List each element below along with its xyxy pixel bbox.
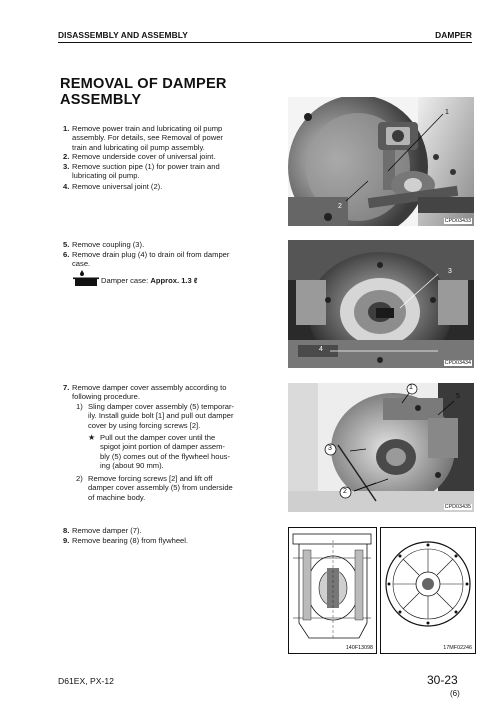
step-text-line: Remove underside cover of universal joint. bbox=[72, 152, 216, 161]
step-number: 7. bbox=[63, 383, 70, 392]
step-text-line: Sling damper cover assembly (5) temporar- bbox=[88, 402, 235, 411]
step-number: 4. bbox=[63, 182, 70, 191]
figure-damper-section bbox=[288, 527, 377, 654]
step-number: 1. bbox=[63, 124, 70, 133]
step-text-line: Remove suction pipe (1) for power train and bbox=[72, 162, 220, 171]
callout-label: 2 bbox=[338, 203, 342, 210]
step-text-line: assembly. For details, see Removal of power bbox=[72, 133, 223, 143]
step-text-line: Remove universal joint (2). bbox=[72, 182, 163, 191]
callout-label: 3 bbox=[448, 268, 452, 275]
footer-revision: (6) bbox=[450, 689, 460, 698]
page-title bbox=[60, 77, 227, 108]
step-text-line: Pull out the damper cover until the bbox=[100, 433, 216, 442]
callout-label: 4 bbox=[319, 346, 323, 353]
figure-caption: 140F13098 bbox=[345, 645, 373, 651]
figure-flywheel bbox=[380, 527, 476, 654]
step-number: 2. bbox=[63, 152, 70, 161]
callout-label: 3 bbox=[328, 445, 332, 452]
title-line-1: REMOVAL OF DAMPER bbox=[60, 76, 227, 92]
callout-label: 1 bbox=[409, 384, 413, 391]
step-number: 3. bbox=[63, 162, 70, 171]
oil-note-label: Damper case: bbox=[101, 276, 151, 285]
step-text-line: Remove damper cover assembly according to bbox=[72, 383, 227, 392]
step-number: 6. bbox=[63, 250, 70, 259]
step-text-line: case. bbox=[72, 259, 91, 269]
oil-note-value: Approx. 1.3 ℓ bbox=[150, 276, 198, 285]
step-text-line: lubricating oil pump. bbox=[72, 171, 140, 181]
photo-suction-pipe bbox=[288, 97, 474, 226]
step-text-line: Remove damper (7). bbox=[72, 526, 142, 535]
header-section: DISASSEMBLY AND ASSEMBLY bbox=[58, 30, 188, 40]
step-text-line: bly (5) comes out of the flywheel hous- bbox=[100, 451, 230, 461]
step-text-line: Remove power train and lubricating oil pump bbox=[72, 124, 223, 133]
step-text-line: following procedure. bbox=[72, 392, 140, 402]
step-number: 9. bbox=[63, 536, 70, 545]
star-icon: ★ bbox=[88, 433, 96, 442]
footer-page-number: 30-23 bbox=[427, 673, 458, 687]
photo-damper-cover bbox=[288, 383, 474, 512]
header-rule bbox=[58, 42, 472, 43]
step-number: 5. bbox=[63, 240, 70, 249]
photo-caption: CPD03434 bbox=[444, 360, 471, 366]
oil-can-icon bbox=[72, 269, 102, 289]
step-text-line: ing (about 90 mm). bbox=[100, 460, 164, 470]
callout-label: 1 bbox=[445, 109, 449, 116]
title-line-2: ASSEMBLY bbox=[60, 91, 142, 108]
step-text-line: damper cover assembly (5) from underside bbox=[88, 483, 233, 493]
step-text-line: train and lubricating oil pump assembly. bbox=[72, 142, 205, 152]
step-text-line: ily. Install guide bolt [1] and pull out damper bbox=[88, 411, 234, 421]
step-text-line: spigot joint portion of damper assem- bbox=[100, 442, 225, 452]
footer-model: D61EX, PX-12 bbox=[58, 676, 114, 686]
step-number: 8. bbox=[63, 526, 70, 535]
step-text-line: Remove bearing (8) from flywheel. bbox=[72, 536, 189, 545]
callout-label: 5 bbox=[456, 393, 460, 400]
figure-caption: 17MF02246 bbox=[443, 645, 472, 651]
photo-drain-plug bbox=[288, 240, 474, 368]
step-text-line: Remove coupling (3). bbox=[72, 240, 145, 249]
step-text-line: Remove drain plug (4) to drain oil from damper bbox=[72, 250, 230, 259]
step-text-line: of machine body. bbox=[88, 492, 146, 502]
substep-number: 1) bbox=[76, 402, 83, 411]
photo-caption: CPD03435 bbox=[444, 504, 471, 510]
substep-number: 2) bbox=[76, 474, 83, 483]
photo-caption: CPD03433 bbox=[444, 218, 471, 224]
step-text-line: Remove forcing screws [2] and lift off bbox=[88, 474, 213, 483]
page-header bbox=[58, 28, 472, 41]
header-topic: DAMPER bbox=[435, 30, 472, 40]
oil-note bbox=[101, 276, 271, 285]
callout-label: 2 bbox=[343, 488, 347, 495]
step-text-line: cover by using forcing screws [2]. bbox=[88, 420, 201, 430]
